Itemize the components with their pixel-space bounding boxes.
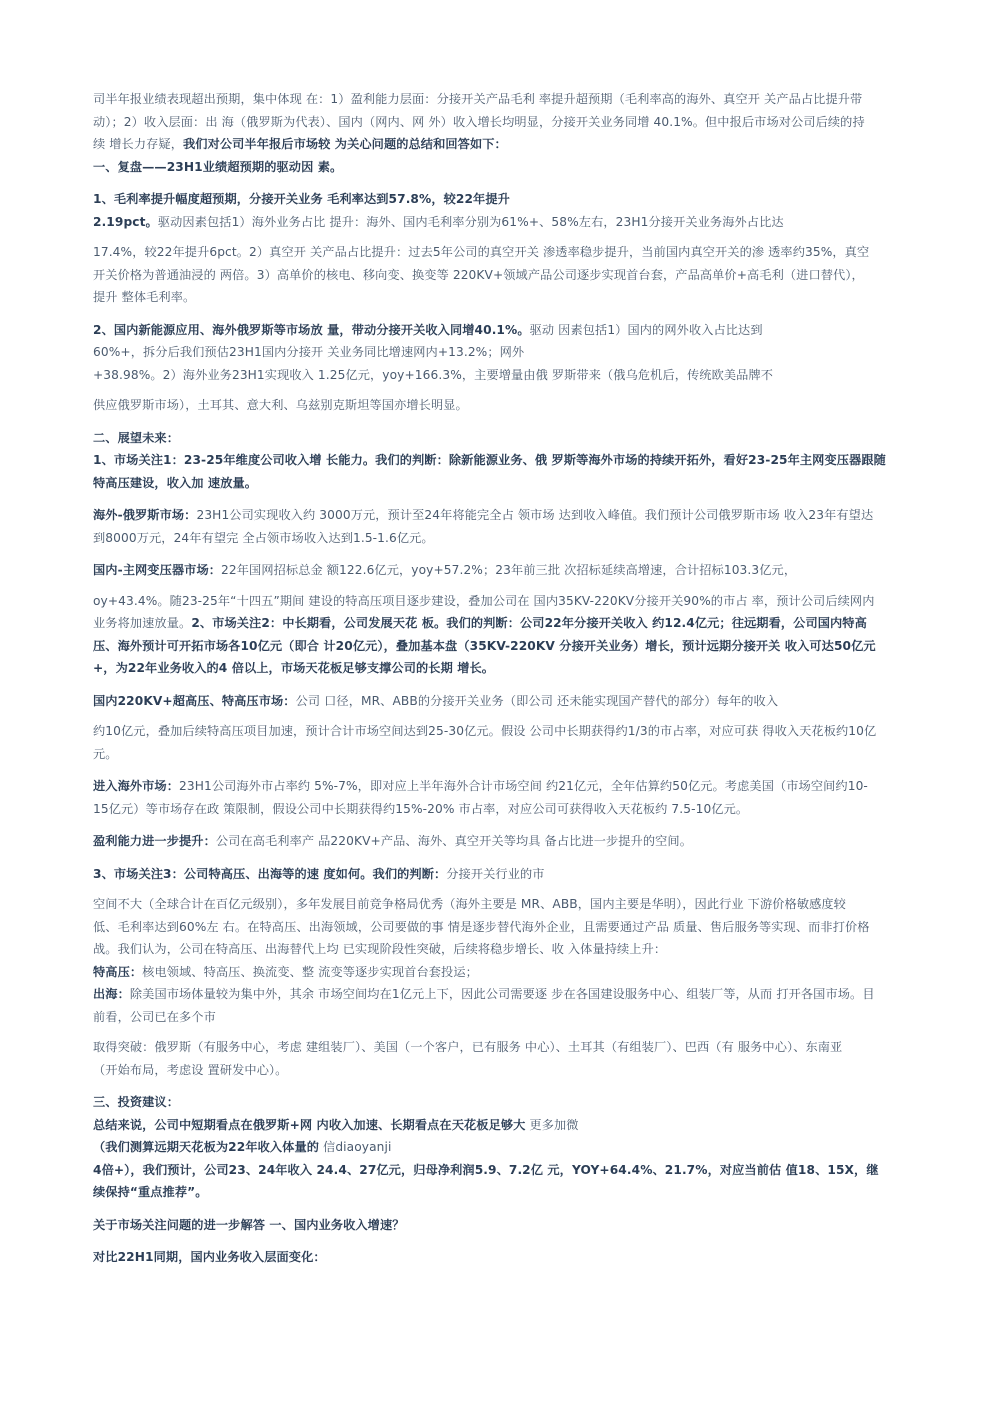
bold-span: 2.19pct。 [93, 214, 158, 229]
bold-span: 我们对公司半年报后市场较 为关心问题的总结和回答如下： [183, 137, 507, 151]
section-heading-2 [93, 427, 949, 450]
bold-span: 进入海外市场： [93, 779, 180, 793]
bold-span: 1、毛利率提升幅度超预期，分接开关业务 毛利率达到57.8%，较22年提升 [93, 192, 510, 206]
paragraph-line: 17.4%，较22年提升6pct。2）真空开 关产品占比提升：过去5年公司的真空开关 渗透率稳步提升，当前国内真空开关的渗 透率约35%，真空 [93, 245, 870, 259]
text-span: 除美国市场体量较为集中外，其余 市场空间均在1亿元上下，因此公司需要逐 步在各国建设服务中心、组装厂等，从而 打开各国市场。目 [129, 987, 875, 1001]
paragraph-line: 约10亿元，叠加后续特高压项目加速，预计合计市场空间达到25-30亿元。假设 公司中长期获得约1/3的市占率，对应可获 得收入天花板约10亿 [93, 724, 877, 738]
paragraph-line [93, 961, 949, 984]
subheading-gross-margin [93, 188, 949, 211]
bold-span: 特高压： [93, 964, 143, 979]
section-heading-3 [93, 1091, 949, 1114]
paragraph-line: 开关价格为普通油浸的 两倍。3）高单价的核电、移向变、换变等 220KV+领域产品公司逐步实现首台套，产品高单价+高毛利（进口替代）， [93, 267, 864, 282]
paragraph-line: +38.98%。2）海外业务23H1实现收入 1.25亿元，yoy+166.3%，主要增量由俄 罗斯带来（俄乌危机后，传统欧美品牌不 [93, 367, 774, 382]
bold-span: 压、海外预计可开拓市场各10亿元（即合 计20亿元），叠加基本盘（35KV-220KV 分接开关业务）增长，预计远期分接开关 收入可达50亿元 [93, 638, 876, 653]
paragraph-line [93, 1214, 949, 1237]
paragraph-line [93, 449, 949, 472]
text-span: 公司 口径，MR、ABB的分接开关业务（即公司 还未能实现国产替代的部分）每年的收入 [295, 693, 779, 708]
paragraph-line: 元。 [93, 746, 118, 761]
bold-span: 4倍+），我们预计，公司23、24年收入 24.4、27亿元，归母净利润5.9、7.2亿 元，YOY+64.4%、21.7%，对应当前估 值18、15X，继 [93, 1162, 879, 1177]
bold-span: +，为22年业务收入的4 倍以上，市场天花板足够支撑公司的长期 增长。 [93, 661, 495, 675]
text-span: 核电领域、特高压、换流变、整 流变等逐步实现首台套投运； [142, 964, 478, 979]
bold-span: （我们测算远期天花板为22年收入体量的 [93, 1140, 320, 1154]
paragraph-line: 低、毛利率达到60%左 右。在特高压、出海领域，公司要做的事 情是逐步替代海外企业，且需要通过产品 质量、售后服务等实现、而非打价格 [93, 919, 870, 934]
text-span: 22年国网招标总金 额122.6亿元，yoy+57.2%；23年前三批 次招标延续高增速，合计招标103.3亿元， [221, 563, 797, 577]
bold-span: 国内220KV+超高压、特高压市场： [93, 693, 296, 708]
paragraph-line [93, 504, 949, 527]
text-span: 驱动因素包括1）海外业务占比 提升：海外、国内毛利率分别为61%+、58%左右，23H1分接开关业务海外占比达 [157, 214, 784, 229]
bold-span: 2、市场关注2：中长期看，公司发展天花 板。我们的判断：公司22年分接开关收入 约12.4亿元；往远期看，公司国内特高 [191, 616, 867, 630]
paragraph-line: （开始布局，考虑设 置研发中心）。 [93, 1062, 288, 1077]
bold-span: 二、展望未来： [93, 430, 180, 445]
paragraph-line [93, 1114, 949, 1137]
paragraph-line [93, 983, 949, 1006]
paragraph-line [93, 1246, 949, 1269]
paragraph-line [93, 133, 949, 156]
text-span: 续 增长力存疑， [93, 137, 183, 151]
text-span: 业务将加速放量。 [93, 616, 192, 630]
paragraph-line [93, 1136, 949, 1159]
paragraph-line: 司半年报业绩表现超出预期，集中体现 在：1）盈利能力层面：分接开关产品毛利 率提升超预期（毛利率高的海外、真空开 关产品占比提升带 [93, 92, 863, 106]
bold-span: 总结来说，公司中短期看点在俄罗斯+网 内收入加速、长期看点在天花板足够大 [93, 1117, 526, 1132]
paragraph-line: 15亿元）等市场存在政 策限制，假设公司中长期获得约15%-20% 市占率，对应公司可获得收入天花板约 7.5-10亿元。 [93, 801, 749, 816]
paragraph-line [93, 635, 949, 658]
bold-span: 出海： [93, 987, 130, 1001]
paragraph-line: 战。我们认为，公司在特高压、出海替代上均 已实现阶段性突破，后续将稳步增长、收 入体量持续上升： [93, 942, 667, 956]
paragraph-line [93, 211, 949, 234]
paragraph-line [93, 1181, 949, 1204]
bold-span: 2、国内新能源应用、海外俄罗斯等市场放 量，带动分接开关收入同增40.1%。 [93, 322, 530, 337]
section-heading-1 [93, 156, 949, 179]
paragraph-line [93, 319, 949, 342]
paragraph-line: oy+43.4%。随23-25年“十四五”期间 建设的特高压项目逐步建设，叠加公司在 国内35KV-220KV分接开关90%的市占 率，预计公司后续网内 [93, 593, 875, 608]
paragraph-line [93, 830, 949, 853]
text-span: 信diaoyanji [319, 1140, 392, 1154]
paragraph-line: 提升 整体毛利率。 [93, 290, 196, 304]
bold-span: 关于市场关注问题的进一步解答 一、国内业务收入增速？ [93, 1217, 405, 1232]
text-span: 驱动 因素包括1）国内的网外收入占比达到 [529, 322, 763, 337]
paragraph-line [93, 863, 949, 886]
bold-span: 特高压建设，收入加 速放量。 [93, 475, 258, 490]
paragraph-line: 到8000万元，24年有望完 全占领市场收入达到1.5-1.6亿元。 [93, 530, 434, 545]
paragraph-line: 动）；2）收入层面：出 海（俄罗斯为代表）、国内（网内、网 外）收入增长均明显，分接开关业务同增 40.1%。但中报后市场对公司后续的持 [93, 114, 865, 129]
paragraph-line [93, 559, 949, 582]
paragraph-line [93, 690, 949, 713]
bold-span: 三、投资建议： [93, 1095, 180, 1109]
text-span: 更多加微 [525, 1117, 579, 1132]
paragraph-line [93, 775, 949, 798]
paragraph-line: 60%+，拆分后我们预估23H1国内分接开 关业务同比增速网内+13.2%；网外 [93, 345, 525, 359]
bold-span: 对比22H1同期，国内业务收入层面变化： [93, 1250, 326, 1264]
bold-span: 一、复盘——23H1业绩超预期的驱动因 素。 [93, 159, 343, 174]
paragraph-line [93, 472, 949, 495]
bold-span: 盈利能力进一步提升： [93, 834, 216, 848]
bold-span: 海外-俄罗斯市场： [93, 508, 197, 522]
bold-span: 续保持“重点推荐”。 [93, 1185, 208, 1199]
paragraph-line [93, 612, 949, 635]
paragraph-line: 空间不大（全球合计在百亿元级别），多年发展目前竞争格局优秀（海外主要是 MR、ABB，国内主要是华明），因此行业 下游价格敏感度较 [93, 897, 846, 911]
paragraph-line: 供应俄罗斯市场），土耳其、意大利、乌兹别克斯坦等国亦增长明显。 [93, 398, 468, 412]
text-span: 23H1公司海外市占率约 5%-7%，即对应上半年海外合计市场空间 约21亿元，全年估算约50亿元。考虑美国（市场空间约10- [179, 779, 868, 793]
paragraph-line: 取得突破：俄罗斯（有服务中心，考虑 建组装厂）、美国（一个客户，已有服务 中心）、土耳其（有组装厂）、巴西（有 服务中心）、东南亚 [93, 1040, 843, 1054]
bold-span: 3、市场关注3：公司特高压、出海等的速 度如何。我们的判断： [93, 866, 447, 881]
paragraph-line [93, 1159, 949, 1182]
bold-span: 国内-主网变压器市场： [93, 563, 222, 577]
paragraph-line [93, 657, 949, 680]
document-body [93, 88, 949, 1269]
text-span: 分接开关行业的市 [446, 866, 545, 881]
bold-span: 1、市场关注1：23-25年维度公司收入增 长能力。我们的判断：除新能源业务、俄 罗斯等海外市场的持续开拓外，看好23-25年主网变压器跟随 [93, 453, 886, 467]
text-span: 23H1公司实现收入约 3000万元，预计至24年将能完全占 领市场 达到收入峰值。我们预计公司俄罗斯市场 收入23年有望达 [196, 508, 874, 522]
paragraph-line: 前看，公司已在多个市 [93, 1009, 216, 1024]
text-span: 公司在高毛利率产 品220KV+产品、海外、真空开关等均具 备占比进一步提升的空间。 [215, 834, 693, 848]
